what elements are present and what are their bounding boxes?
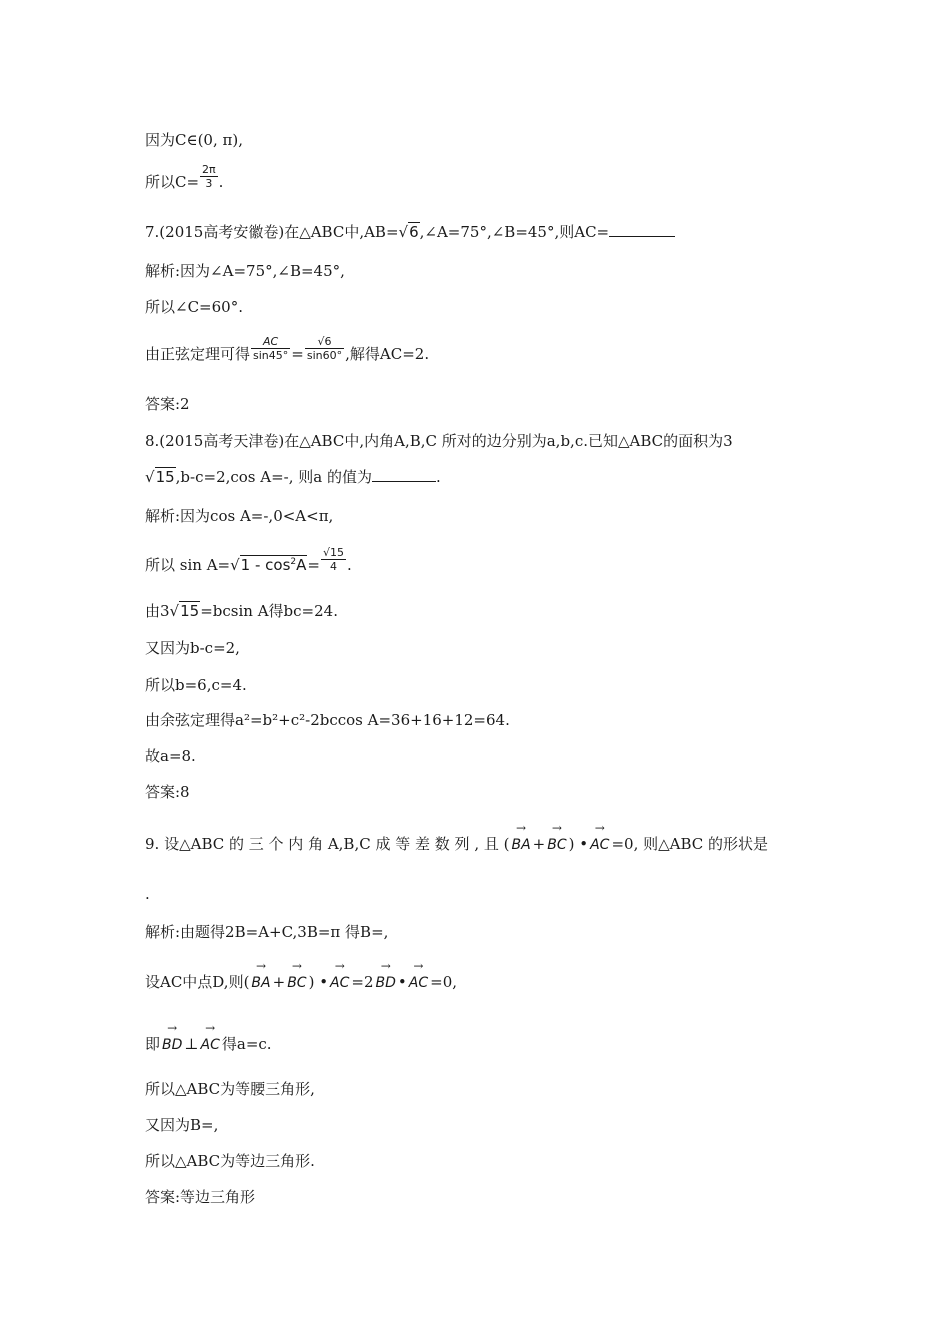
sqrt: √6 xyxy=(398,223,419,241)
text-line: 解析:因为cos A=-,0<A<π, xyxy=(145,507,334,525)
text-line: 解析:因为∠A=75°,∠B=45°, xyxy=(145,262,345,280)
text-line: 所以△ABC为等腰三角形, xyxy=(145,1080,315,1098)
text-line: 故a=8. xyxy=(145,747,196,765)
text-line: . xyxy=(145,885,150,903)
sqrt: √15 xyxy=(145,468,175,486)
answer-blank xyxy=(372,467,436,482)
vector: → AC xyxy=(408,959,429,991)
text-line: 又因为B=, xyxy=(145,1116,219,1134)
text-line: 解析:由题得2B=A+C,3B=π 得B=, xyxy=(145,923,389,941)
fraction: $\frac{√15}{4}$ xyxy=(322,546,344,573)
text-line: 所以C= $\frac{2\pi}{3}$ . xyxy=(145,163,224,191)
sqrt: √15 xyxy=(169,602,200,620)
vector: → AC xyxy=(200,1021,220,1053)
vector: → BD xyxy=(375,959,396,991)
question-7: 7.(2015高考安徽卷)在△ABC中,AB=√6,∠A=75°,∠B=45°,则AC= xyxy=(145,222,675,242)
vector: → AC xyxy=(330,959,350,991)
answer: 答案:等边三角形 xyxy=(145,1188,256,1206)
vector: → BA xyxy=(251,959,271,991)
text-line: 由3√15=bcsin A得bc=24. xyxy=(145,602,338,620)
fraction: $\frac{2\pi}{3}$ xyxy=(202,163,216,190)
text-line: 所以b=6,c=4. xyxy=(145,676,247,694)
answer: 答案:2 xyxy=(145,395,190,413)
fraction: $\frac{√6}{\sin 60^\circ}$ xyxy=(306,335,343,362)
question-9: 9. 设△ABC 的 三 个 内 角 A,B,C 成 等 差 数 列 , 且 ( → BA + → BC ) • → AC =0, 则△ABC 的形状是 xyxy=(145,821,769,853)
vector: → BD xyxy=(162,1021,183,1053)
text-line: √15,b-c=2,cos A=-, 则a 的值为 . xyxy=(145,468,441,486)
fraction: $\frac{AC}{\sin 45^\circ}$ xyxy=(253,335,289,362)
sqrt: $√1 - \cos^2A$ xyxy=(230,556,307,574)
question-8: 8.(2015高考天津卷)在△ABC中,内角A,B,C 所对的边分别为a,b,c.已知△ABC的面积为3 xyxy=(145,432,733,450)
text-line: 所以∠C=60°. xyxy=(145,298,243,316)
text-line: 又因为b-c=2, xyxy=(145,639,240,657)
vector: → BC xyxy=(287,959,307,991)
text-line: 因为C∈(0, π), xyxy=(145,131,243,149)
vector: → BC xyxy=(547,821,567,853)
text-line: 即 → BD ⊥ → AC 得a=c. xyxy=(145,1021,272,1053)
text-line: 由余弦定理得a²=b²+c²-2bccos A=36+16+12=64. xyxy=(145,711,510,729)
text-line: 由正弦定理可得 $\frac{AC}{\sin 45^\circ}$ = $\frac{√6}{\sin 60^\circ}$ ,解得AC=2. xyxy=(145,335,430,363)
vector: → BA xyxy=(511,821,531,853)
text-line: 所以△ABC为等边三角形. xyxy=(145,1152,315,1170)
vector: → AC xyxy=(590,821,610,853)
answer: 答案:8 xyxy=(145,783,190,801)
answer-blank xyxy=(609,222,675,237)
text-line: 设AC中点D,则( → BA + → BC ) • → AC =2 → BD • → AC =0, xyxy=(145,959,458,991)
text-line: 所以 $\sin A=√1 - \cos^2A=$ $\frac{√15}{4}$ . xyxy=(145,546,352,574)
